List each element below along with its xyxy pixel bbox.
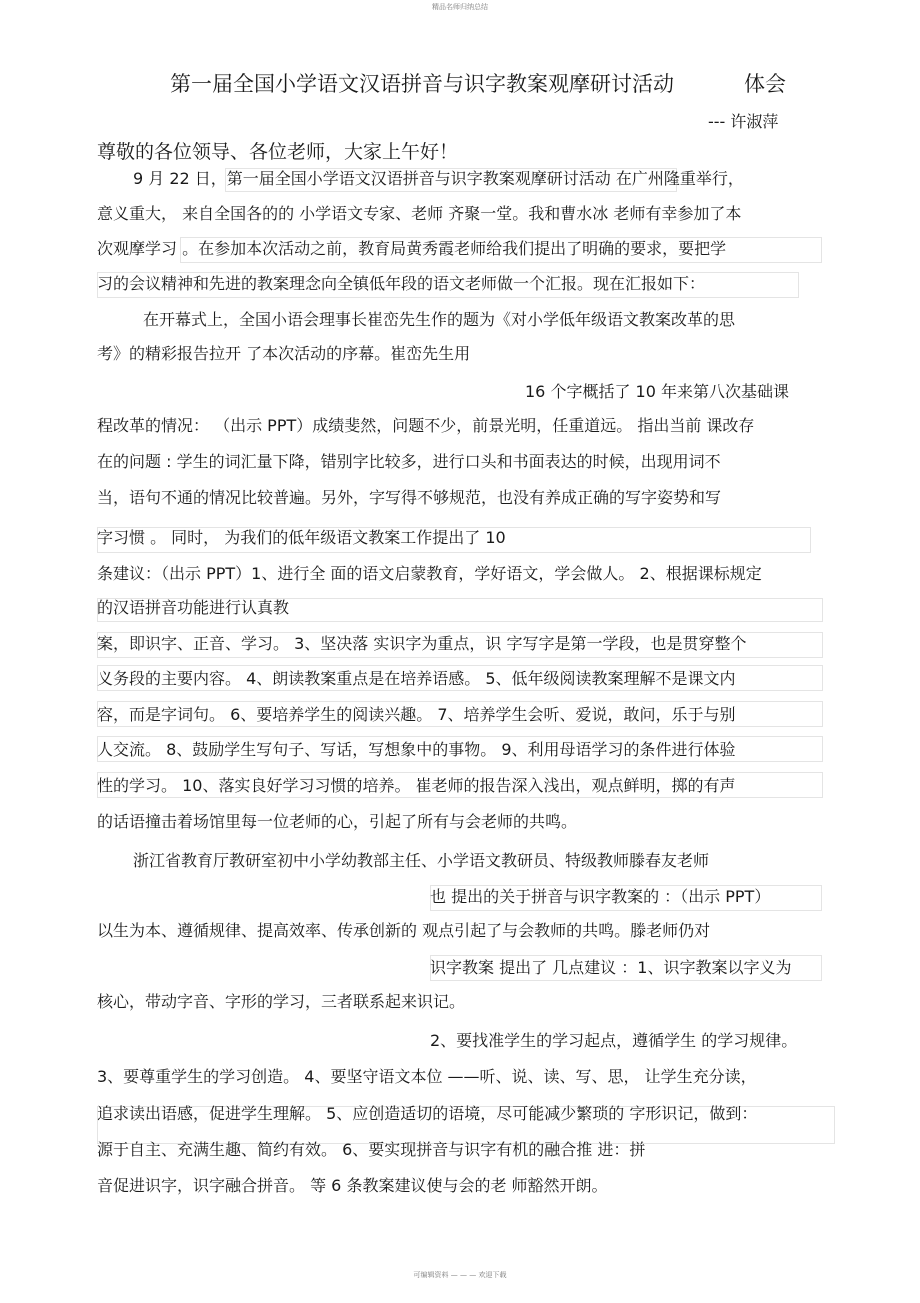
paragraph-line: 当，语句不通的情况比较普遍。另外，字写得不够规范，也没有养成正确的写字姿势和写 (97, 488, 722, 507)
paragraph-line: 3、要尊重学生的学习创造。 4、要坚守语文本位 ——听、说、读、写、思， 让学生充分读， (97, 1067, 757, 1086)
paragraph-line: 浙江省教育厅教研室初中小学幼教部主任、小学语文教研员、特级教师滕春友老师 (133, 851, 710, 870)
footer-note: 可编辑资料 — — — 欢迎下载 (413, 1271, 507, 1279)
paragraph-line: 的话语撞击着场馆里每一位老师的心，引起了所有与会老师的共鸣。 (97, 812, 578, 831)
title-main: 第一届全国小学语文汉语拼音与识字教案观摩研讨活动 (170, 72, 674, 96)
paragraph-line: 追求读出语感，促进学生理解。 5、应创造适切的语境，尽可能减少繁琐的 字形识记，做到： (97, 1104, 758, 1123)
paragraph-line: 次观摩学习 。在参加本次活动之前，教育局黄秀霞老师给我们提出了明确的要求，要把学 (97, 239, 727, 258)
paragraph-line: 在开幕式上，全国小语会理事长崔峦先生作的题为《对小学低年级语文教案改革的思 (143, 310, 736, 329)
paragraph-line: 人交流。 8、鼓励学生写句子、写话，写想象中的事物。 9、利用母语学习的条件进行体验 (97, 740, 736, 759)
paragraph-line: 条建议：（出示 PPT）1、进行全 面的语文启蒙教育，学好语文，学会做人。 2、根据课标规定 (97, 564, 762, 583)
paragraph-line: 源于自主、充满生趣、简约有效。 6、要实现拼音与识字有机的融合推 进：拼 (97, 1140, 646, 1159)
paragraph-line: 容，而是字词句。 6、要培养学生的阅读兴趣。 7、培养学生会听、爱说，敢问，乐于与别 (97, 705, 736, 724)
paragraph-line: 音促进识字，识字融合拼音。 等 6 条教案建议使与会的老 师豁然开朗。 (97, 1176, 608, 1195)
paragraph-line: 9 月 22 日，第一届全国小学语文汉语拼音与识字教案观摩研讨活动 在广州隆重举行， (133, 169, 744, 188)
paragraph-line: 识字教案 提出了 几点建议 ：1、识字教案以字义为 (430, 958, 792, 977)
paragraph-line: 核心，带动字音、字形的学习，三者联系起来识记。 (97, 992, 466, 1011)
paragraph-line: 字习惯 。 同时， 为我们的低年级语文教案工作提出了 10 (97, 528, 506, 547)
author-line: --- 许淑萍 (708, 112, 779, 131)
document-title (170, 68, 870, 98)
paragraph-line: 义务段的主要内容。 4、朗读教案重点是在培养语感。 5、低年级阅读教案理解不是课文内 (97, 669, 736, 688)
paragraph-line: 的汉语拼音功能进行认真教 (97, 598, 290, 617)
paragraph-line: 也 提出的关于拼音与识字教案的 ：（出示 PPT） (430, 887, 771, 906)
paragraph-line: 考》的精彩报告拉开 了本次活动的序幕。崔峦先生用 (97, 344, 471, 363)
greeting: 尊敬的各位领导、各位老师，大家上午好！ (97, 141, 459, 163)
paragraph-line: 性的学习。 10、落实良好学习习惯的培养。 崔老师的报告深入浅出，观点鲜明，掷的有声 (97, 776, 736, 795)
paragraph-line: 以生为本、遵循规律、提高效率、传承创新的 观点引起了与会教师的共鸣。滕老师仍对 (97, 921, 711, 940)
paragraph-line: 在的问题 : 学生的词汇量下降，错别字比较多，进行口头和书面表达的时候，出现用词不 (97, 452, 721, 471)
paragraph-line: 案，即识字、正音、学习。 3、坚决落 实识字为重点，识 字写字是第一学段，也是贯穿整个 (97, 634, 747, 653)
paragraph-line: 程改革的情况： （出示 PPT）成绩斐然，问题不少，前景光明，任重道远。 指出当前 课改存 (97, 416, 755, 435)
paragraph-line: 意义重大， 来自全国各的的 小学语文专家、老师 齐聚一堂。我和曹水冰 老师有幸参加了本 (97, 204, 742, 223)
paragraph-line: 2、要找准学生的学习起点，遵循学生 的学习规律。 (430, 1031, 798, 1050)
paragraph-line: 习的会议精神和先进的教案理念向全镇低年段的语文老师做一个汇报。现在汇报如下： (97, 274, 706, 293)
header-note: 精品名师归纳总结 (432, 3, 488, 11)
paragraph-line: 16 个字概括了 10 年来第八次基础课 (525, 382, 789, 401)
title-suffix: 体会 (744, 72, 786, 96)
